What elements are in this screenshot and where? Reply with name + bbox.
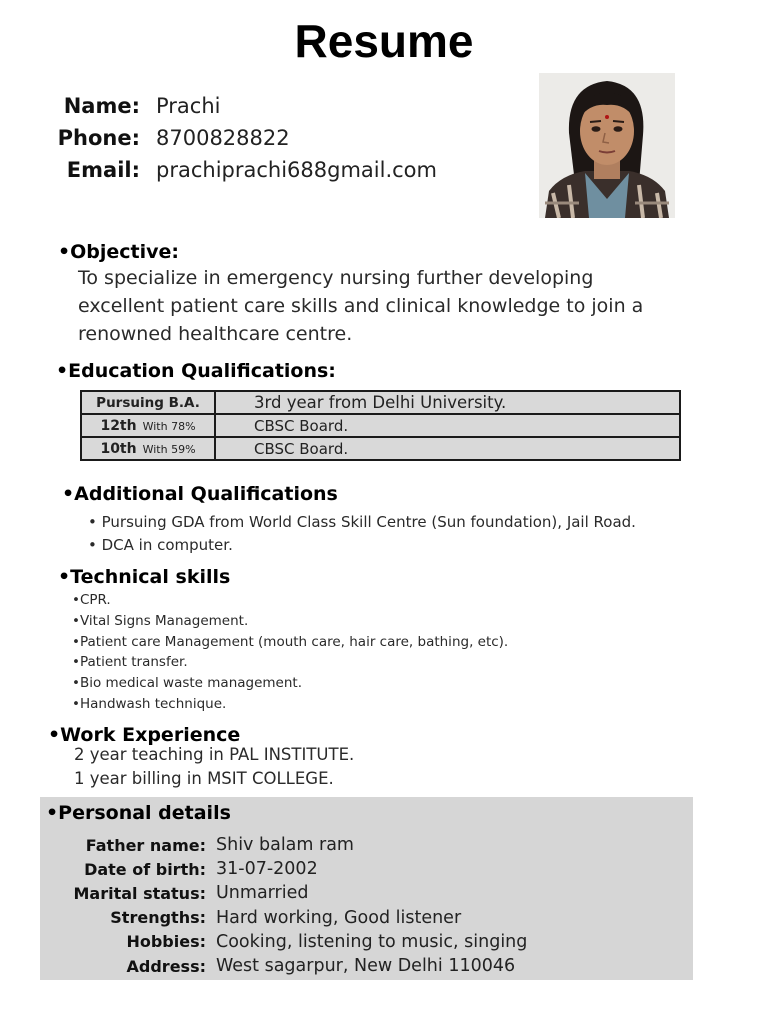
contact-block xyxy=(40,90,500,186)
personal-label: Father name: xyxy=(85,835,206,855)
technical-heading: •Technical skills xyxy=(58,566,231,588)
work-list xyxy=(74,745,674,793)
education-score: With 78% xyxy=(142,419,196,433)
personal-row xyxy=(40,833,693,857)
name-label: Name: xyxy=(63,94,140,118)
education-level xyxy=(81,437,215,460)
list-item: •Patient transfer. xyxy=(72,654,188,671)
list-item: • DCA in computer. xyxy=(88,536,233,554)
personal-value: Hard working, Good listener xyxy=(216,907,462,928)
education-detail: CBSC Board. xyxy=(215,437,680,460)
education-score: With 59% xyxy=(142,442,196,456)
objective-line: renowned healthcare centre. xyxy=(78,323,353,345)
list-item: • Pursuing GDA from World Class Skill Centre (Sun foundation), Jail Road. xyxy=(88,513,636,531)
work-heading: •Work Experience xyxy=(48,724,241,746)
personal-value: Unmarried xyxy=(216,883,309,904)
education-detail: 3rd year from Delhi University. xyxy=(215,391,680,414)
objective-line: excellent patient care skills and clinical knowledge to join a xyxy=(78,295,644,317)
profile-photo xyxy=(539,73,675,218)
personal-heading: •Personal details xyxy=(46,802,231,824)
contact-email-row xyxy=(40,154,500,186)
personal-value: 31-07-2002 xyxy=(216,859,318,880)
objective-text xyxy=(78,264,738,348)
list-item: •Patient care Management (mouth care, hair care, bathing, etc). xyxy=(72,633,509,650)
education-detail: CBSC Board. xyxy=(215,414,680,437)
education-level-text: 12th xyxy=(100,417,137,434)
personal-details-panel xyxy=(40,797,693,980)
personal-row xyxy=(40,857,693,881)
list-item: 1 year billing in MSIT COLLEGE. xyxy=(74,769,334,788)
personal-label: Hobbies: xyxy=(126,932,206,952)
education-level xyxy=(81,391,215,414)
phone-label: Phone: xyxy=(57,126,140,150)
page-title: Resume xyxy=(294,15,474,67)
personal-label: Strengths: xyxy=(110,908,206,928)
personal-value: Cooking, listening to music, singing xyxy=(216,931,528,952)
list-item: •CPR. xyxy=(72,592,111,608)
education-level-text: Pursuing B.A. xyxy=(96,394,200,411)
table-row xyxy=(81,414,680,437)
table-row xyxy=(81,391,680,414)
email-value: prachiprachi688gmail.com xyxy=(156,158,437,182)
education-level-text: 10th xyxy=(100,440,137,457)
personal-label: Marital status: xyxy=(73,883,206,903)
additional-list xyxy=(88,513,748,559)
personal-label: Address: xyxy=(126,956,206,976)
phone-value: 8700828822 xyxy=(156,126,290,150)
table-row xyxy=(81,437,680,460)
name-value: Prachi xyxy=(156,94,221,118)
list-item: •Handwash technique. xyxy=(72,695,227,712)
list-item: •Vital Signs Management. xyxy=(72,612,249,629)
objective-heading: •Objective: xyxy=(58,241,180,263)
list-item: •Bio medical waste management. xyxy=(72,675,303,692)
education-table xyxy=(80,390,681,461)
contact-name-row xyxy=(40,90,500,122)
contact-phone-row xyxy=(40,122,500,154)
personal-value: West sagarpur, New Delhi 110046 xyxy=(216,956,516,977)
personal-row xyxy=(40,930,693,954)
objective-line: To specialize in emergency nursing further developing xyxy=(78,267,594,289)
personal-value: Shiv balam ram xyxy=(216,835,354,856)
technical-list xyxy=(72,592,672,717)
additional-heading: •Additional Qualifications xyxy=(62,483,338,505)
education-heading: •Education Qualifications: xyxy=(56,360,336,382)
personal-rows xyxy=(40,833,693,978)
education-level xyxy=(81,414,215,437)
personal-row xyxy=(40,881,693,905)
portrait-illustration xyxy=(539,73,675,218)
personal-row xyxy=(40,906,693,930)
list-item: 2 year teaching in PAL INSTITUTE. xyxy=(74,745,355,764)
email-label: Email: xyxy=(66,158,140,182)
personal-row xyxy=(40,954,693,978)
personal-label: Date of birth: xyxy=(84,859,206,879)
